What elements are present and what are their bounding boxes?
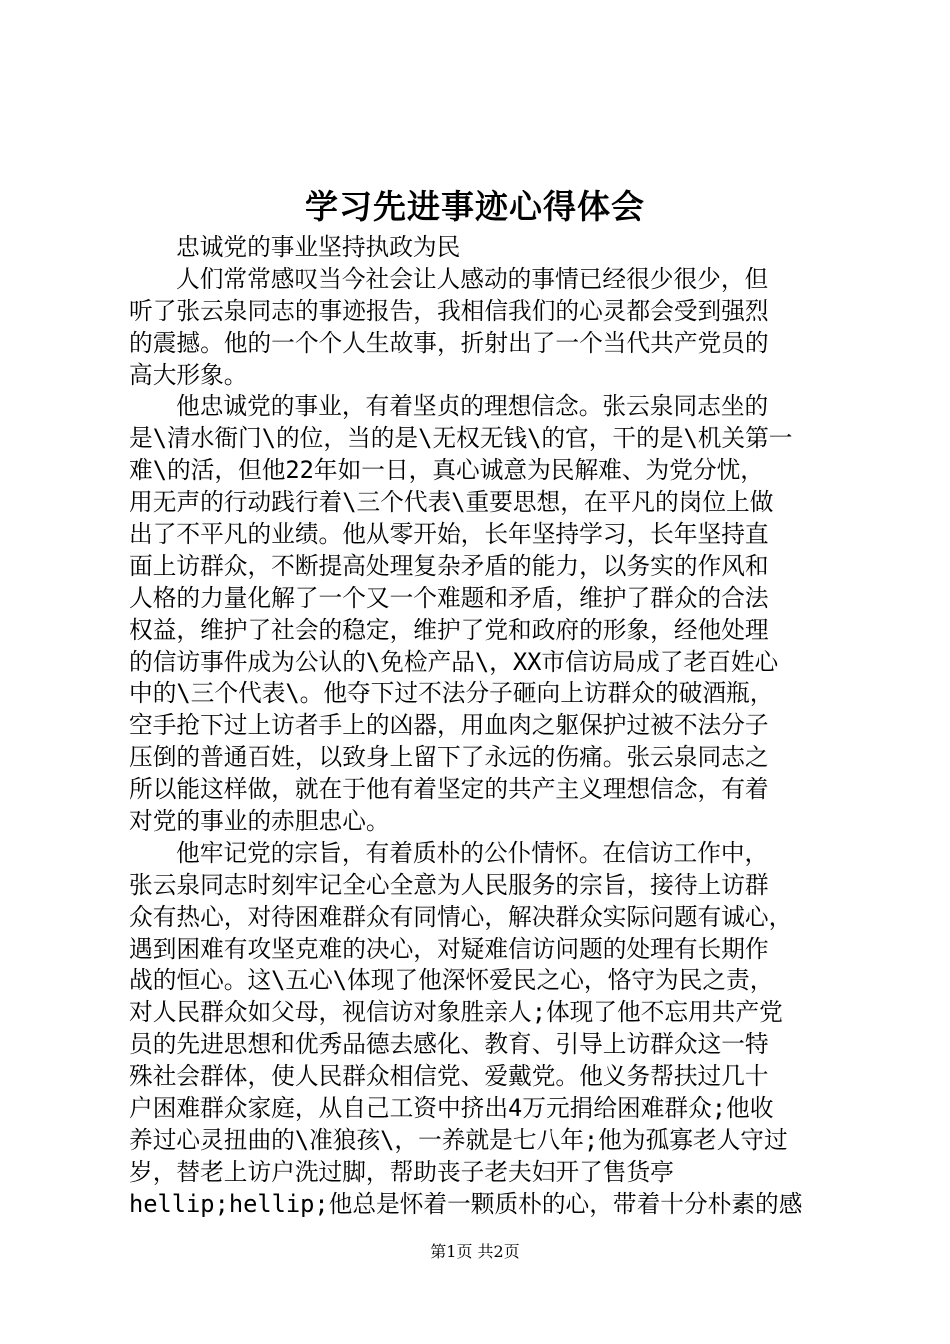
body-line: hellip;hellip;他总是怀着一颗质朴的心，带着十分朴素的感	[129, 1189, 803, 1218]
body-line: 张云泉同志时刻牢记全心全意为人民服务的宗旨，接待上访群	[129, 870, 769, 899]
body-line: 的震撼。他的一个个人生故事，折射出了一个当代共产党员的	[129, 328, 769, 357]
body-line: 户困难群众家庭，从自己工资中挤出4万元捐给困难群众;他收	[129, 1094, 774, 1123]
body-line: 用无声的行动践行着\三个代表\重要思想，在平凡的岗位上做	[129, 488, 774, 517]
body-line: 对党的事业的赤胆忠心。	[129, 807, 390, 836]
body-line: 权益，维护了社会的稳定，维护了党和政府的形象，经他处理	[129, 615, 769, 644]
body-line: 众有热心，对待困难群众有同情心，解决群众实际问题有诚心，	[129, 902, 793, 931]
body-line: 出了不平凡的业绩。他从零开始，长年坚持学习，长年坚持直	[129, 520, 769, 549]
body-line: 对人民群众如父母，视信访对象胜亲人;体现了他不忘用共产党	[129, 998, 783, 1027]
body-line: 听了张云泉同志的事迹报告，我相信我们的心灵都会受到强烈	[129, 296, 769, 325]
body-line: 忠诚党的事业坚持执政为民	[176, 233, 461, 261]
body-line: 岁，替老上访户洗过脚，帮助丧子老夫妇开了售货亭	[129, 1157, 674, 1186]
body-line: 战的恒心。这\五心\体现了他深怀爱民之心，恪守为民之责，	[129, 966, 774, 995]
page-footer: 第1页 共2页	[430, 1242, 520, 1261]
body-line: 他牢记党的宗旨，有着质朴的公仆情怀。在信访工作中，	[176, 838, 769, 867]
body-line: 中的\三个代表\。他夺下过不法分子砸向上访群众的破酒瓶，	[129, 679, 774, 708]
document-title: 学习先进事迹心得体会	[305, 187, 645, 226]
body-line: 他忠诚党的事业，有着坚贞的理想信念。张云泉同志坐的	[176, 392, 769, 421]
body-line: 面上访群众，不断提高处理复杂矛盾的能力，以务实的作风和	[129, 551, 769, 580]
body-line: 养过心灵扭曲的\准狼孩\，一养就是七八年;他为孤寡老人守过	[129, 1125, 788, 1154]
body-line: 是\清水衙门\的位，当的是\无权无钱\的官，干的是\机关第一	[129, 424, 793, 453]
body-line: 遇到困难有攻坚克难的决心，对疑难信访问题的处理有长期作	[129, 934, 769, 963]
body-line: 人格的力量化解了一个又一个难题和矛盾，维护了群众的合法	[129, 583, 769, 612]
body-line: 人们常常感叹当今社会让人感动的事情已经很少很少，但	[176, 264, 769, 293]
body-line: 员的先进思想和优秀品德去感化、教育、引导上访群众这一特	[129, 1030, 769, 1059]
body-line: 空手抢下过上访者手上的凶器，用血肉之躯保护过被不法分子	[129, 711, 769, 740]
body-line: 殊社会群体，使人民群众相信党、爱戴党。他义务帮扶过几十	[129, 1062, 769, 1091]
body-line: 压倒的普通百姓，以致身上留下了永远的伤痛。张云泉同志之	[129, 743, 769, 772]
body-line: 所以能这样做，就在于他有着坚定的共产主义理想信念，有着	[129, 775, 769, 804]
body-line: 的信访事件成为公认的\免检产品\，XX市信访局成了老百姓心	[129, 647, 779, 676]
body-line: 难\的活，但他22年如一日，真心诚意为民解难、为党分忧，	[129, 456, 764, 485]
document-body	[129, 232, 829, 1221]
body-line: 高大形象。	[129, 360, 248, 389]
